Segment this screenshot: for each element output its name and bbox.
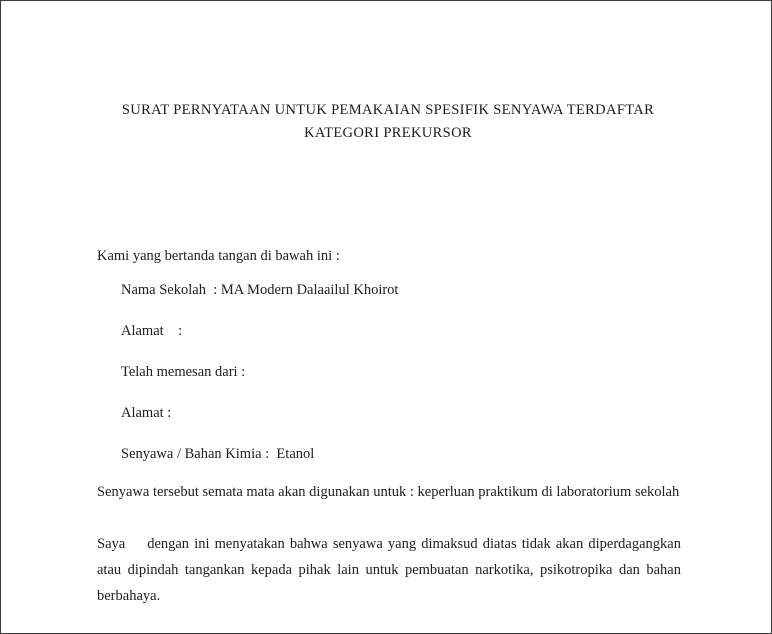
document-title [97, 99, 679, 145]
declaration-paragraph [97, 531, 681, 609]
document-body [97, 1, 679, 609]
field-row-nama-sekolah: Nama Sekolah : MA Modern Dalaailul Khoirot [121, 282, 399, 298]
declaration-text: dengan ini menyatakan bahwa senyawa yang dimaksud diatas tidak akan diperdagangkan atau dipindah tangankan kepada pihak lain untuk pembuatan narkotika, psikotropika dan bahan berbahaya. [97, 536, 681, 604]
field-row-alamat-pemasok: Alamat : [121, 405, 172, 421]
title-line-1: SURAT PERNYATAAN UNTUK PEMAKAIAN SPESIFIK SENYAWA TERDAFTAR [121, 102, 655, 118]
usage-paragraph: Senyawa tersebut semata mata akan digunakan untuk : keperluan praktikum di laboratorium sekolah [97, 484, 680, 500]
field-row-telah-memesan-dari: Telah memesan dari : [121, 364, 246, 380]
intro-line: Kami yang bertanda tangan di bawah ini : [97, 248, 340, 264]
declaration-lead: Saya [97, 536, 126, 552]
title-line-2: KATEGORI PREKURSOR [304, 125, 472, 141]
field-row-alamat-sekolah: Alamat : [121, 323, 183, 339]
field-list [97, 279, 679, 465]
field-row-senyawa-bahan-kimia: Senyawa / Bahan Kimia : Etanol [121, 446, 315, 462]
